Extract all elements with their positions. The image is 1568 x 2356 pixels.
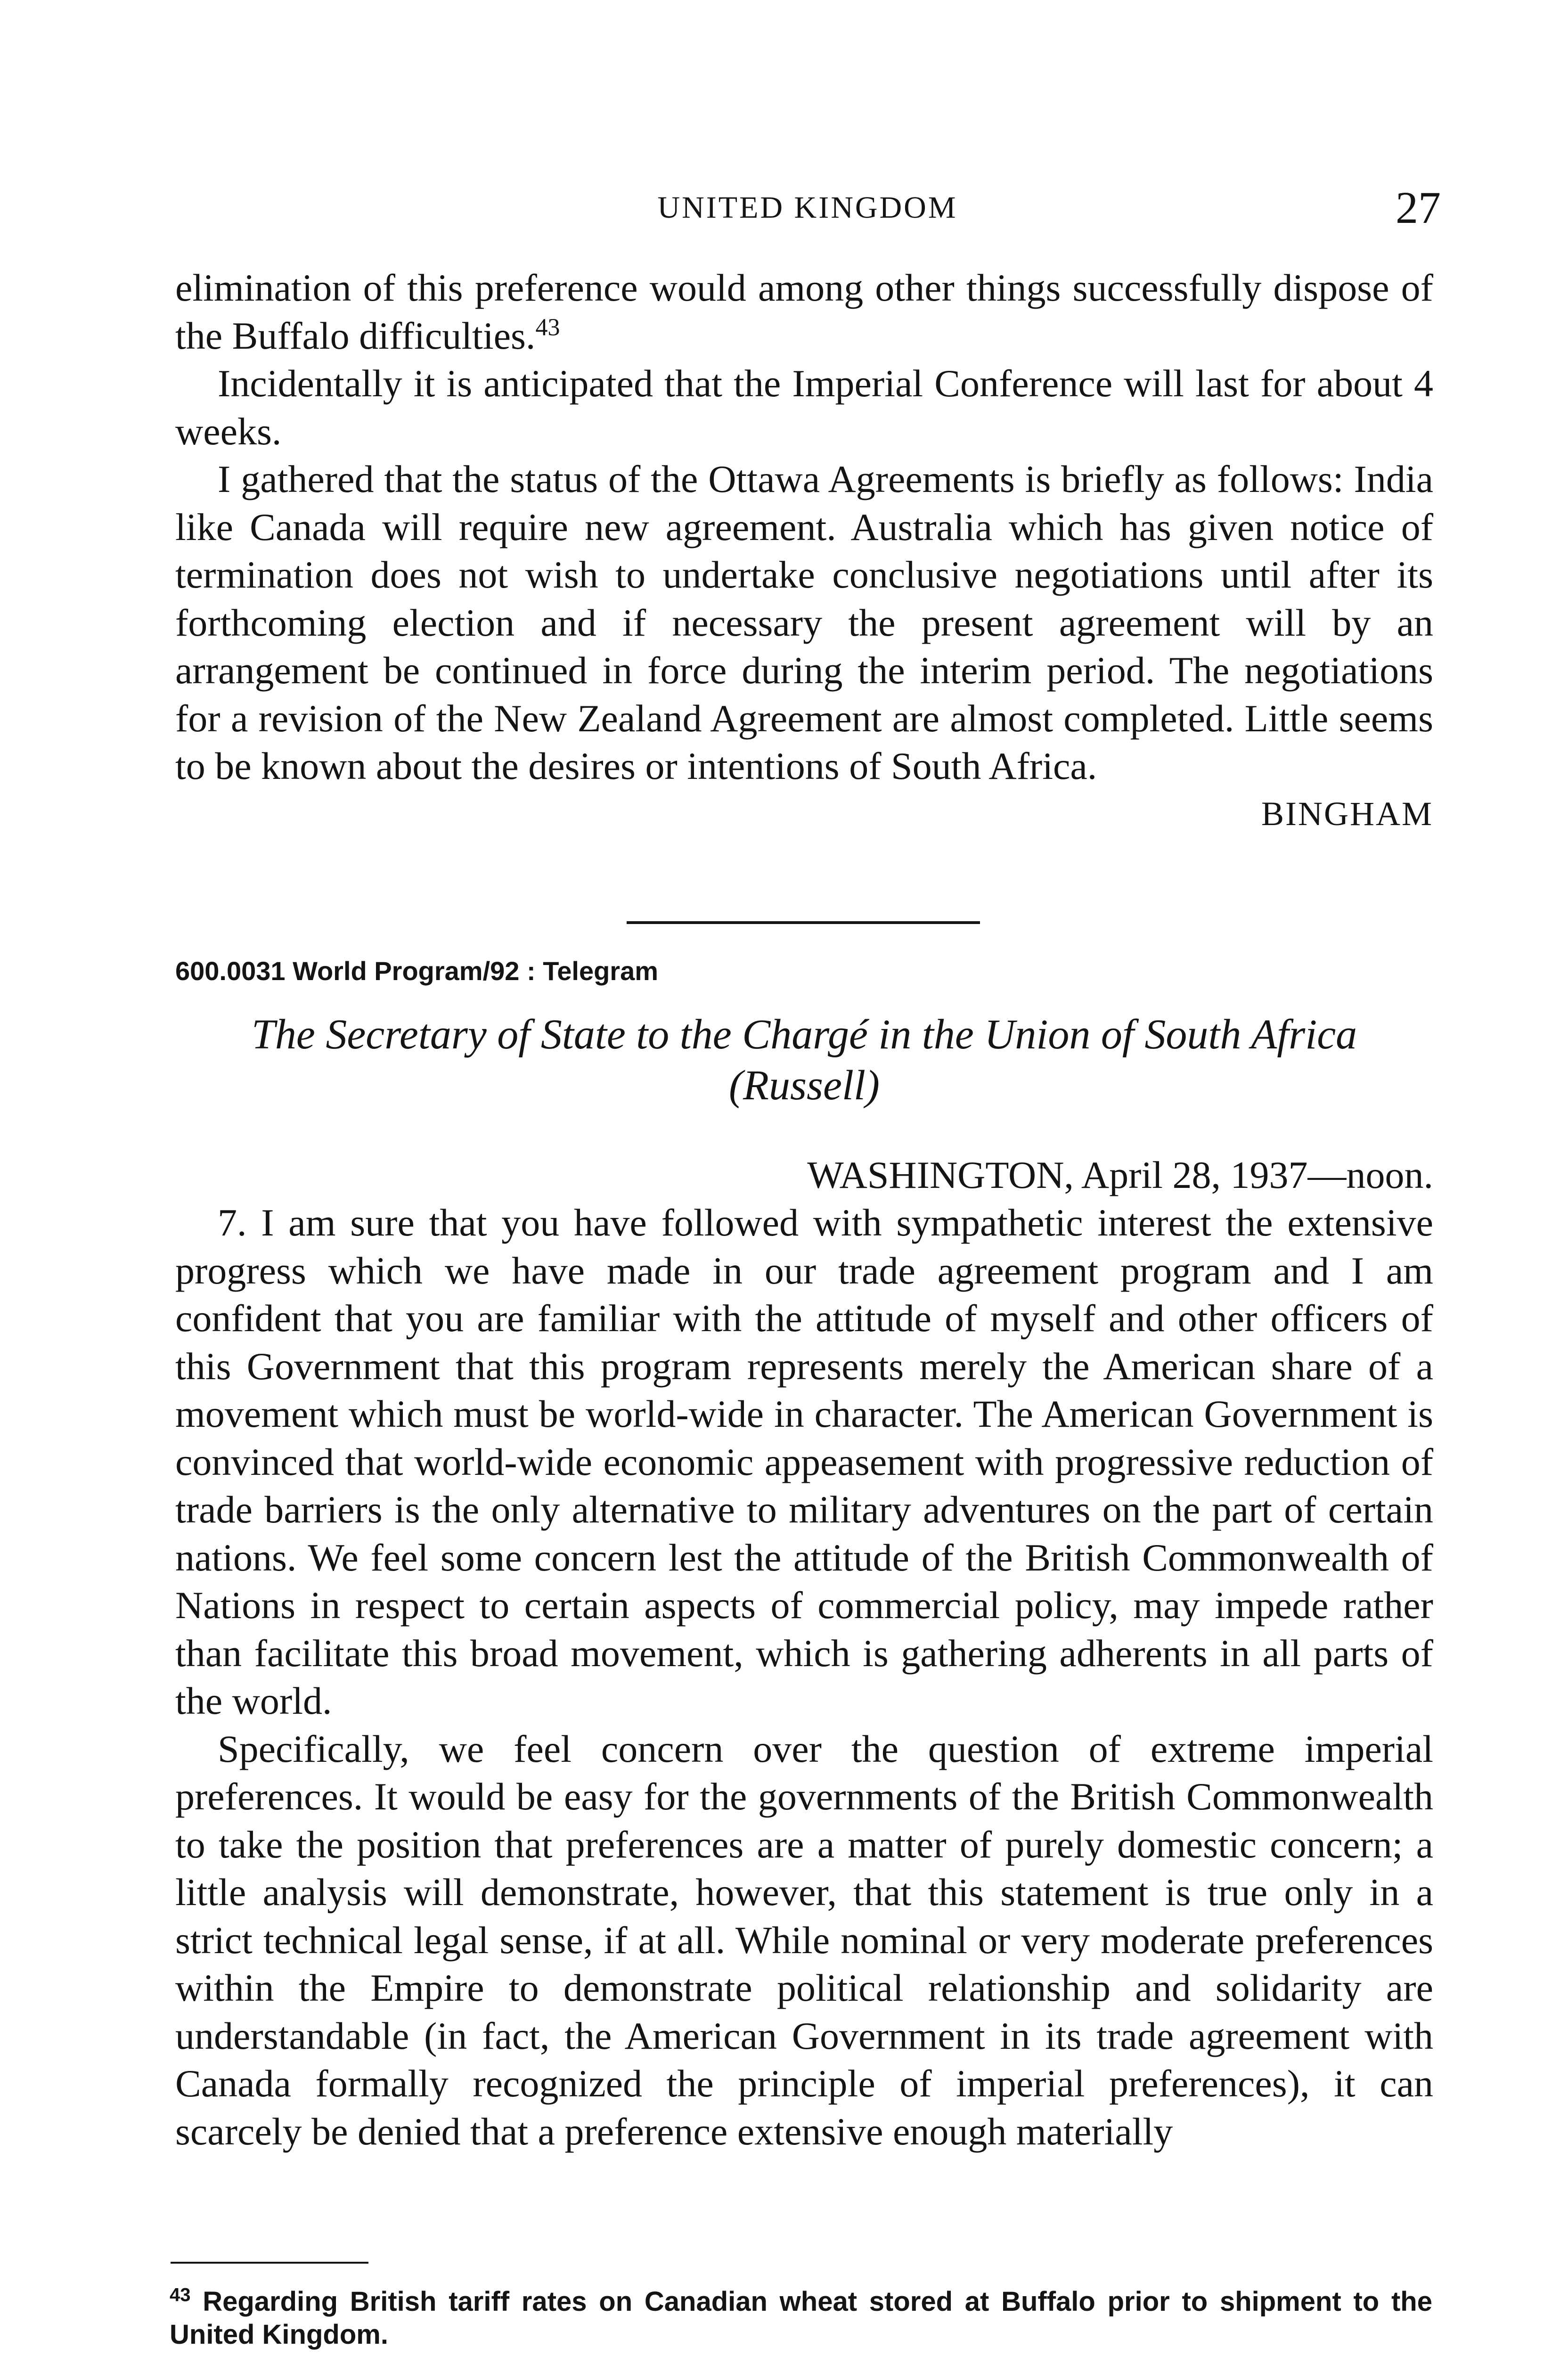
paragraph: Specifically, we feel concern over the question of extreme imperial preferences. It would be easy for the governments of the British Commonwealth to take the position that preferences are a matter of purely domestic concern; a little analysis will demonstrate, however, that this statement is true only in a strict technical legal sense, if at all. While nominal or very moderate preferences within the Empire to demonstrate political relationship and solidarity are understandable (in fact, the American Government in its trade agreement with Canada formally recognized the principle of imperial preferences), it can scarcely be denied that a preference extensive enough materially <box>175 1727 1433 2153</box>
heading-line: The Secretary of State to the Chargé in the Union of South Africa <box>251 1011 1357 1058</box>
footnote-mark: 43 <box>170 2284 191 2306</box>
heading-line: (Russell) <box>729 1062 880 1109</box>
footnote-text: Regarding British tariff rates on Canadian wheat stored at Buffalo prior to shipment to the United Kingdom. <box>170 2286 1432 2350</box>
signature: BINGHAM <box>1261 794 1433 833</box>
document-heading <box>175 1009 1433 1111</box>
paragraph <box>175 264 1433 360</box>
dateline: WASHINGTON, April 28, 1937—noon. <box>807 1153 1433 1196</box>
footnote-reference: 43 <box>535 314 560 341</box>
paragraph: 7. I am sure that you have followed with sympathetic interest the extensive progress which we have made in our trade agreement program and I am confident that you are familiar with the attitude of myself and other officers of this Government that this program represents merely the American share of a movement which must be world-wide in character. The American Government is convinced that world-wide economic appeasement with progressive reduction of trade barriers is the only alternative to military adventures on the part of certain nations. We feel some concern lest the attitude of the British Commonwealth of Nations in respect to certain aspects of commercial policy, may impede rather than facilitate this broad movement, which is gathering adherents in all parts of the world. <box>175 1201 1433 1722</box>
paragraph: I gathered that the status of the Ottawa Agreements is briefly as follows: India like Canada will require new agreement. Australia which has given notice of termination does not wish to undertake conclusive negotiations until after its forthcoming election and if necessary the present agreement will by an arrangement be continued in force during the interim period. The negotiations for a revision of the New Zealand Agreement are almost completed. Little seems to be known about the desires or intentions of South Africa. <box>175 458 1433 787</box>
page-number: 27 <box>1396 182 1441 233</box>
section-ottawa-report <box>175 264 1433 838</box>
running-head <box>174 181 1441 233</box>
footnote <box>170 2285 1432 2351</box>
footnote-divider <box>171 2262 368 2264</box>
file-reference: 600.0031 World Program/92 : Telegram <box>175 956 659 986</box>
section-divider <box>627 921 980 924</box>
document-telegram <box>175 947 1433 2155</box>
paragraph-text: elimination of this preference would among other things successfully dispose of the Buffalo difficulties. <box>175 266 1433 357</box>
paragraph: Incidentally it is anticipated that the Imperial Conference will last for about 4 weeks. <box>175 362 1433 453</box>
running-head-title: UNITED KINGDOM <box>657 190 958 225</box>
